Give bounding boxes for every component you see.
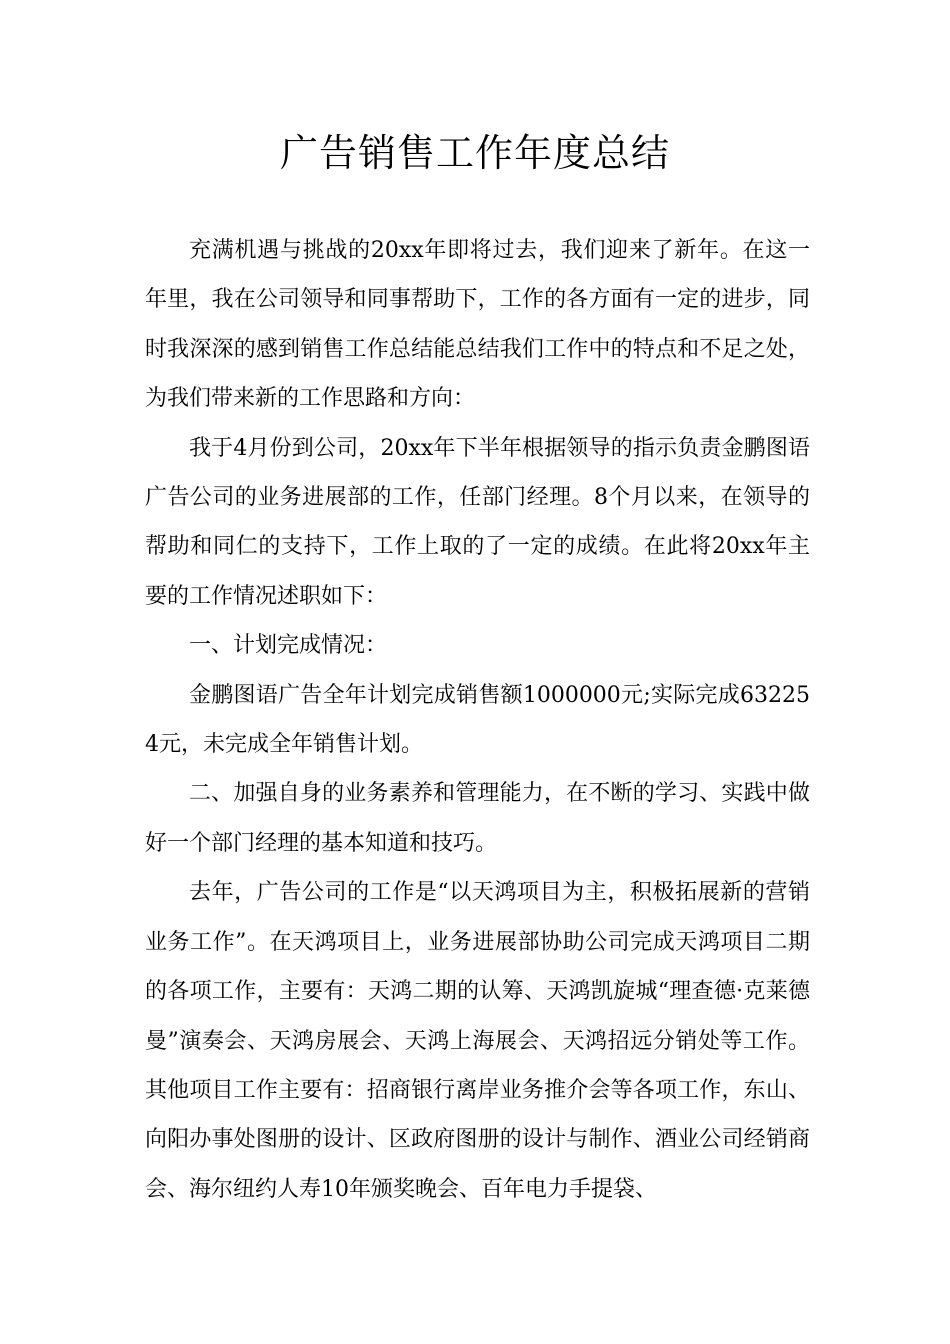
paragraph-intro: 充满机遇与挑战的20xx年即将过去，我们迎来了新年。在这一年里，我在公司领导和同事帮助下，工作的各方面有一定的进步，同时我深深的感到销售工作总结能总结我们工作中的特点和不足之处，为我们带来新的工作思路和方向： <box>145 238 810 412</box>
document-body <box>145 226 810 1214</box>
paragraph-projects: 去年，广告公司的工作是“以天鸿项目为主，积极拓展新的营销业务工作”。在天鸿项目上，业务进展部协助公司完成天鸿项目二期的各项工作，主要有：天鸿二期的认筹、天鸿凯旋城“理查德·克莱德曼”演奏会、天鸿房展会、天鸿上海展会、天鸿招远分销处等工作。其他项目工作主要有：招商银行离岸业务推介会等各项工作，东山、向阳办事处图册的设计、区政府图册的设计与制作、酒业公司经销商会、海尔纽约人寿10年颁奖晚会、百年电力手提袋、 <box>145 880 810 1202</box>
paragraph-plan-result: 金鹏图语广告全年计划完成销售额1000000元;实际完成632254元，未完成全年销售计划。 <box>145 682 810 758</box>
section-heading-plan: 一、计划完成情况： <box>189 633 388 659</box>
section-heading-skills: 二、加强自身的业务素养和管理能力，在不断的学习、实践中做好一个部门经理的基本知道和技巧。 <box>145 781 810 856</box>
paragraph-background: 我于4月份到公司，20xx年下半年根据领导的指示负责金鹏图语广告公司的业务进展部的工作，任部门经理。8个月以来，在领导的帮助和同仁的支持下，工作上取的了一定的成绩。在此将20xx年主要的工作情况述职如下： <box>145 435 810 609</box>
document-title: 广告销售工作年度总结 <box>279 131 670 175</box>
